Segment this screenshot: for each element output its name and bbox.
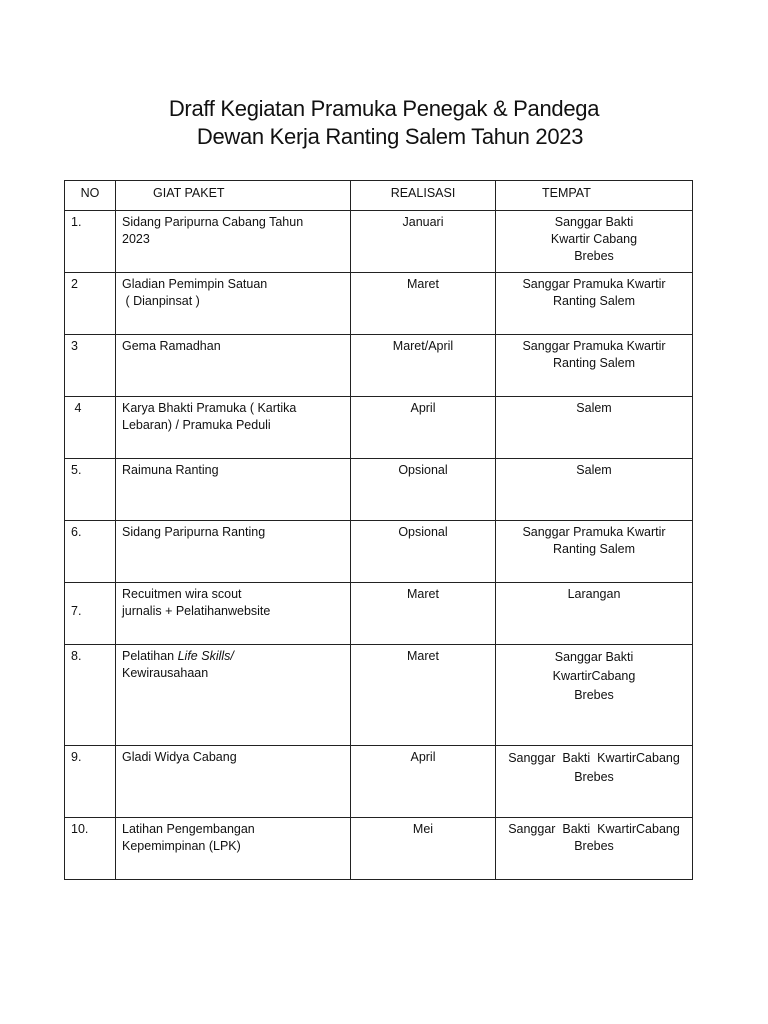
tempat-line: Larangan <box>567 587 621 601</box>
table-row <box>65 746 693 818</box>
row-tempat <box>496 521 693 583</box>
giat-line: ( Dianpinsat ) <box>122 294 200 308</box>
table-row <box>65 521 693 583</box>
giat-line: Lebaran) / Pramuka Peduli <box>122 418 271 432</box>
row-tempat <box>496 459 693 521</box>
tempat-line: Sanggar Bakti KwartirCabang <box>508 822 680 836</box>
row-giat <box>116 273 351 335</box>
giat-line: Raimuna Ranting <box>122 463 219 477</box>
table-row <box>65 645 693 746</box>
row-no: 9. <box>65 746 116 818</box>
row-giat <box>116 583 351 645</box>
table-row <box>65 459 693 521</box>
header-no: NO <box>65 181 116 211</box>
row-giat <box>116 335 351 397</box>
row-tempat <box>496 583 693 645</box>
row-realisasi: Maret <box>351 645 496 746</box>
table-row <box>65 583 693 645</box>
giat-line: Gladi Widya Cabang <box>122 750 237 764</box>
row-tempat <box>496 335 693 397</box>
row-giat <box>116 397 351 459</box>
giat-line: Latihan Pengembangan <box>122 822 255 836</box>
giat-line: Gladian Pemimpin Satuan <box>122 277 268 291</box>
giat-line: Sidang Paripurna Ranting <box>122 525 266 539</box>
giat-line: Sidang Paripurna Cabang Tahun <box>122 215 304 229</box>
tempat-line: Ranting Salem <box>553 356 635 370</box>
row-realisasi: Mei <box>351 818 496 880</box>
table-row <box>65 273 693 335</box>
row-tempat <box>496 645 693 746</box>
row-no: 5. <box>65 459 116 521</box>
row-tempat <box>496 273 693 335</box>
tempat-line: Salem <box>576 401 612 415</box>
document-title-line-2: Dewan Kerja Ranting Salem Tahun 2023 <box>196 124 584 149</box>
document-title-line-1: Draff Kegiatan Pramuka Penegak & Pandega <box>168 96 600 121</box>
row-no-label: 7. <box>71 604 82 618</box>
tempat-line: Sanggar Pramuka Kwartir <box>522 277 666 291</box>
tempat-line: Ranting Salem <box>553 294 635 308</box>
row-giat <box>116 211 351 273</box>
row-tempat <box>496 211 693 273</box>
giat-line: Kepemimpinan (LPK) <box>122 839 241 853</box>
row-realisasi: Maret/April <box>351 335 496 397</box>
tempat-line: KwartirCabang <box>552 669 636 683</box>
row-realisasi: Opsional <box>351 459 496 521</box>
row-giat <box>116 459 351 521</box>
row-giat <box>116 645 351 746</box>
row-realisasi: Opsional <box>351 521 496 583</box>
row-tempat <box>496 818 693 880</box>
giat-line: Recuitmen wira scout <box>122 587 242 601</box>
row-realisasi: Januari <box>351 211 496 273</box>
giat-line: Karya Bhakti Pramuka ( Kartika <box>122 401 297 415</box>
row-giat <box>116 521 351 583</box>
row-no: 6. <box>65 521 116 583</box>
giat-line: jurnalis + Pelatihanwebsite <box>122 604 271 618</box>
row-realisasi: April <box>351 397 496 459</box>
giat-line <box>122 648 344 665</box>
table-row <box>65 335 693 397</box>
giat-italic: Life Skills/ <box>177 649 234 663</box>
row-realisasi: Maret <box>351 583 496 645</box>
tempat-line: Brebes <box>574 249 614 263</box>
row-tempat <box>496 746 693 818</box>
tempat-line: Sanggar Bakti <box>554 650 634 664</box>
row-no: 8. <box>65 645 116 746</box>
giat-line: 2023 <box>122 232 150 246</box>
row-no: 10. <box>65 818 116 880</box>
row-giat <box>116 818 351 880</box>
tempat-line: Sanggar Pramuka Kwartir <box>522 339 666 353</box>
tempat-line: Brebes <box>574 770 614 784</box>
giat-prefix: Pelatihan <box>122 649 178 663</box>
activity-table <box>64 180 693 880</box>
tempat-line: Brebes <box>574 839 614 853</box>
row-tempat <box>496 397 693 459</box>
row-no: 2 <box>65 273 116 335</box>
row-giat <box>116 746 351 818</box>
row-realisasi: April <box>351 746 496 818</box>
tempat-line: Kwartir Cabang <box>550 232 638 246</box>
table-row <box>65 818 693 880</box>
row-no: 1. <box>65 211 116 273</box>
row-realisasi: Maret <box>351 273 496 335</box>
table-header-row <box>65 181 693 211</box>
tempat-line: Ranting Salem <box>553 542 635 556</box>
table-row <box>65 397 693 459</box>
tempat-line: Salem <box>576 463 612 477</box>
table-row <box>65 211 693 273</box>
tempat-line: Sanggar Bakti KwartirCabang <box>508 751 680 765</box>
giat-line: Gema Ramadhan <box>122 339 221 353</box>
header-realisasi: REALISASI <box>351 181 496 211</box>
tempat-line: Sanggar Pramuka Kwartir <box>522 525 666 539</box>
row-no: 4 <box>65 397 116 459</box>
tempat-line: Brebes <box>574 688 614 702</box>
tempat-line: Sanggar Bakti <box>554 215 634 229</box>
header-giat-paket: GIAT PAKET <box>116 181 351 211</box>
row-no <box>65 583 116 645</box>
giat-line: Kewirausahaan <box>122 666 209 680</box>
row-no: 3 <box>65 335 116 397</box>
header-tempat: TEMPAT <box>496 181 693 211</box>
